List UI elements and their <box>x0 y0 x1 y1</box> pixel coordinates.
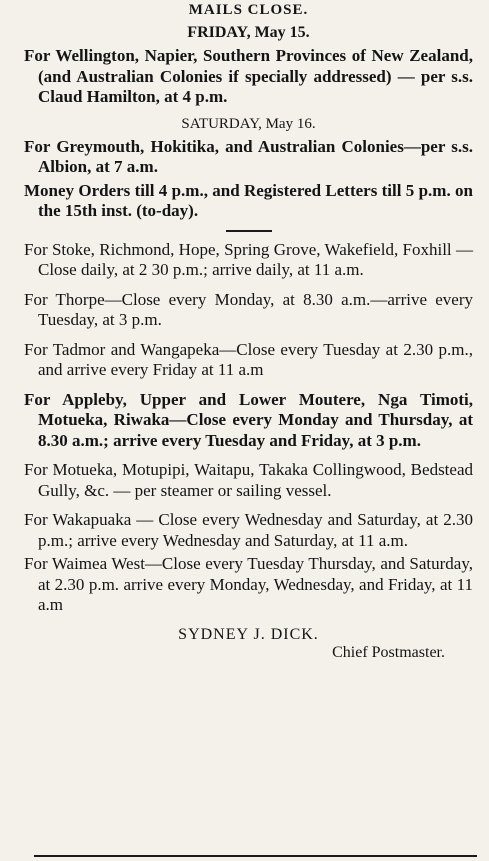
schedule-motueka: For Motueka, Motupipi, Waitapu, Takaka Collingwood, Bedstead Gully, &c. — per steamer or sailing vessel. <box>24 460 473 500</box>
schedule-wakapuaka: For Wakapuaka — Close every Wednesday and Saturday, at 2.30 p.m.; arrive every Wednesday and Saturday, at 11 a.m. <box>24 510 473 550</box>
mail-wellington: For Wellington, Napier, Southern Provinces of New Zealand, (and Australian Colonies if specially addressed) — per s.s. Claud Hamilton, at 4 p.m. <box>24 46 473 106</box>
schedule-appleby: For Appleby, Upper and Lower Moutere, Nga Timoti, Motueka, Riwaka—Close every Monday and Thursday, at 8.30 a.m.; arrive every Tuesday and Friday, at 3 p.m. <box>24 389 473 450</box>
schedule-thorpe: For Thorpe—Close every Monday, at 8.30 a.m.—arrive every Tuesday, at 3 p.m. <box>24 289 473 329</box>
date-saturday: SATURDAY, May 16. <box>181 115 316 132</box>
section-divider <box>226 230 272 232</box>
date-friday: FRIDAY, May 15. <box>187 24 310 41</box>
money-orders-note: Money Orders till 4 p.m., and Registered Letters till 5 p.m. on the 15th inst. (to-day). <box>24 180 473 220</box>
signature-title: Chief Postmaster. <box>332 643 445 661</box>
mail-greymouth: For Greymouth, Hokitika, and Australian Colonies—per s.s. Albion, at 7 a.m. <box>24 136 473 176</box>
signature-name: SYDNEY J. DICK. <box>178 625 319 643</box>
schedule-waimea-west: For Waimea West—Close every Tuesday Thursday, and Saturday, at 2.30 p.m. arrive every Monday, Wednesday, and Friday, at 11 a.m <box>24 554 473 614</box>
schedule-stoke: For Stoke, Richmond, Hope, Spring Grove, Wakefield, Foxhill — Close daily, at 2 30 p.m.; arrive daily, at 11 a.m. <box>24 239 473 279</box>
schedule-tadmor: For Tadmor and Wangapeka—Close every Tuesday at 2.30 p.m., and arrive every Friday at 11 a.m <box>24 339 473 379</box>
notice-heading: MAILS CLOSE. <box>188 2 309 18</box>
bottom-rule <box>34 855 477 857</box>
